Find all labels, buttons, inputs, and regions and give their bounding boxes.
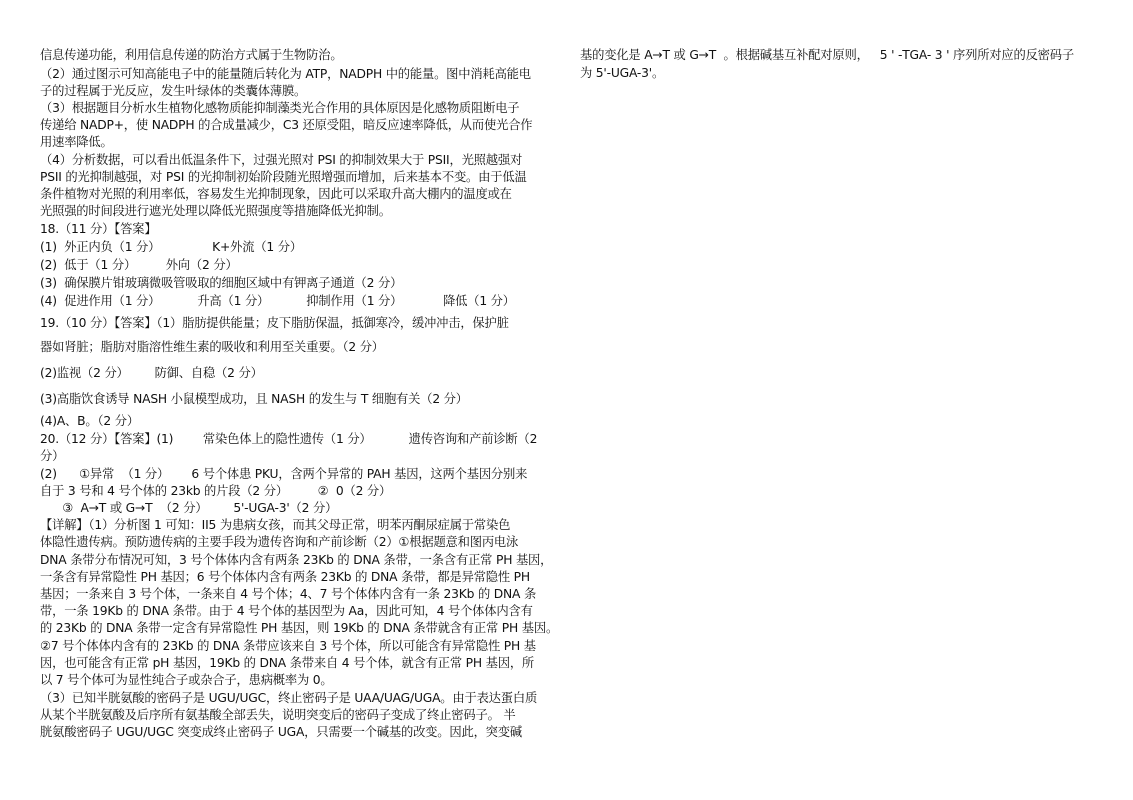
text-line: (3)高脂饮食诱导 NASH 小鼠模型成功，且 NASH 的发生与 T 细胞有关（2 分）: [40, 392, 468, 406]
explanation-heading: 【详解】（1）分析图 1 可知：II5 为患病女孩，而其父母正常，明苯丙酮尿症属于常染色: [40, 518, 511, 532]
text-line: 基的变化是 A→T 或 G→T 。根据碱基互补配对原则， 5 ' -TGA- 3 ' 序列所对应的反密码子: [580, 48, 1074, 62]
answer-heading-18: 18.（11 分）【答案】: [40, 222, 157, 236]
text-line: ②7 号个体体内含有的 23Kb 的 DNA 条带应该来自 3 号个体，所以可能含有异常隐性 PH 基: [40, 639, 536, 653]
text-line: 用速率降低。: [40, 135, 113, 149]
text-line: 体隐性遗传病。预防遗传病的主要手段为遗传咨询和产前诊断（2）①根据题意和图丙电泳: [40, 535, 519, 549]
text-line: DNA 条带分布情况可知，3 号个体体内含有两条 23Kb 的 DNA 条带，一条含有正常 PH 基因，: [40, 553, 553, 567]
text-line: 以 7 号个体可为显性纯合子或杂合子，患病概率为 0。: [40, 673, 333, 687]
text-line: （2）通过图示可知高能电子中的能量随后转化为 ATP，NADPH 中的能量。图中消耗高能电: [40, 67, 531, 81]
text-line: 分）: [40, 449, 65, 463]
text-line: 因，也可能含有正常 pH 基因，19Kb 的 DNA 条带来自 4 号个体，就含有正常 PH 基因，所: [40, 656, 535, 670]
text-line: (1) 外正内负（1 分） K+外流（1 分）: [40, 240, 302, 254]
text-line: (2)监视（2 分） 防御、自稳（2 分）: [40, 366, 263, 380]
text-line: （3）已知半胱氨酸的密码子是 UGU/UGC，终止密码子是 UAA/UAG/UGA。由于表达蛋白质: [40, 691, 538, 705]
text-line: 传递给 NADP+，使 NADPH 的合成量减少，C3 还原受阻，暗反应速率降低，从而使光合作: [40, 118, 533, 132]
text-line: （3）根据题目分析水生植物化感物质能抑制藻类光合作用的具体原因是化感物质阻断电子: [40, 101, 520, 115]
text-line: 一条含有异常隐性 PH 基因；6 号个体体内含有两条 23Kb 的 DNA 条带，都是异常隐性 PH: [40, 570, 530, 584]
text-line: (3) 确保膜片钳玻璃微吸管吸取的细胞区域中有钾离子通道（2 分）: [40, 276, 403, 290]
text-line: 为 5'-UGA-3'。: [580, 66, 665, 80]
answer-heading-20: 20.（12 分）【答案】(1) 常染色体上的隐性遗传（1 分） 遗传咨询和产前诊断（2: [40, 432, 538, 446]
text-line: 胱氨酸密码子 UGU/UGC 突变成终止密码子 UGA，只需要一个碱基的改变。因此，突变碱: [40, 725, 522, 739]
text-line: 光照强的时间段进行遮光处理以降低光照强度等措施降低光抑制。: [40, 204, 391, 218]
text-line: 基因；一条来自 3 号个体，一条来自 4 号个体；4、7 号个体体内含有一条 23Kb 的 DNA 条: [40, 587, 537, 601]
text-line: 从某个半胱氨酸及后序所有氨基酸全部丢失，说明突变后的密码子变成了终止密码子。 半: [40, 708, 516, 722]
text-line: (4)A、B。（2 分）: [40, 414, 139, 428]
text-line: 子的过程属于光反应，发生叶绿体的类囊体薄膜。: [40, 84, 307, 98]
text-line: (2) ①异常 （1 分） 6 号个体患 PKU，含两个异常的 PAH 基因，这两个基因分别来: [40, 467, 528, 481]
text-line: PSII 的光抑制越强，对 PSI 的光抑制初始阶段随光照增强而增加，后来基本不变。由于低温: [40, 170, 527, 184]
text-line: (4) 促进作用（1 分） 升高（1 分） 抑制作用（1 分） 降低（1 分）: [40, 294, 515, 308]
text-line: 器如肾脏；脂肪对脂溶性维生素的吸收和利用至关重要。（2 分）: [40, 340, 384, 354]
text-line: 条件植物对光照的利用率低，容易发生光抑制现象，因此可以采取升高大棚内的温度或在: [40, 187, 512, 201]
answer-heading-19: 19.（10 分）【答案】（1）脂肪提供能量；皮下脂肪保温，抵御寒冷，缓冲冲击，保护脏: [40, 316, 509, 330]
text-line: 信息传递功能，利用信息传递的防治方式属于生物防治。: [40, 48, 343, 62]
text-line: 带，一条 19Kb 的 DNA 条带。由于 4 号个体的基因型为 Aa，因此可知，4 号个体体内含有: [40, 604, 533, 618]
text-line: （4）分析数据，可以看出低温条件下，过强光照对 PSI 的抑制效果大于 PSII，光照越强对: [40, 153, 523, 167]
text-line: (2) 低于（1 分） 外向（2 分）: [40, 258, 238, 272]
text-line: ③ A→T 或 G→T （2 分） 5'-UGA-3'（2 分）: [40, 501, 338, 515]
text-line: 的 23Kb 的 DNA 条带一定含有异常隐性 PH 基因，则 19Kb 的 DNA 条带就含有正常 PH 基因。: [40, 621, 559, 635]
text-line: 自于 3 号和 4 号个体的 23kb 的片段（2 分） ② 0（2 分）: [40, 484, 392, 498]
